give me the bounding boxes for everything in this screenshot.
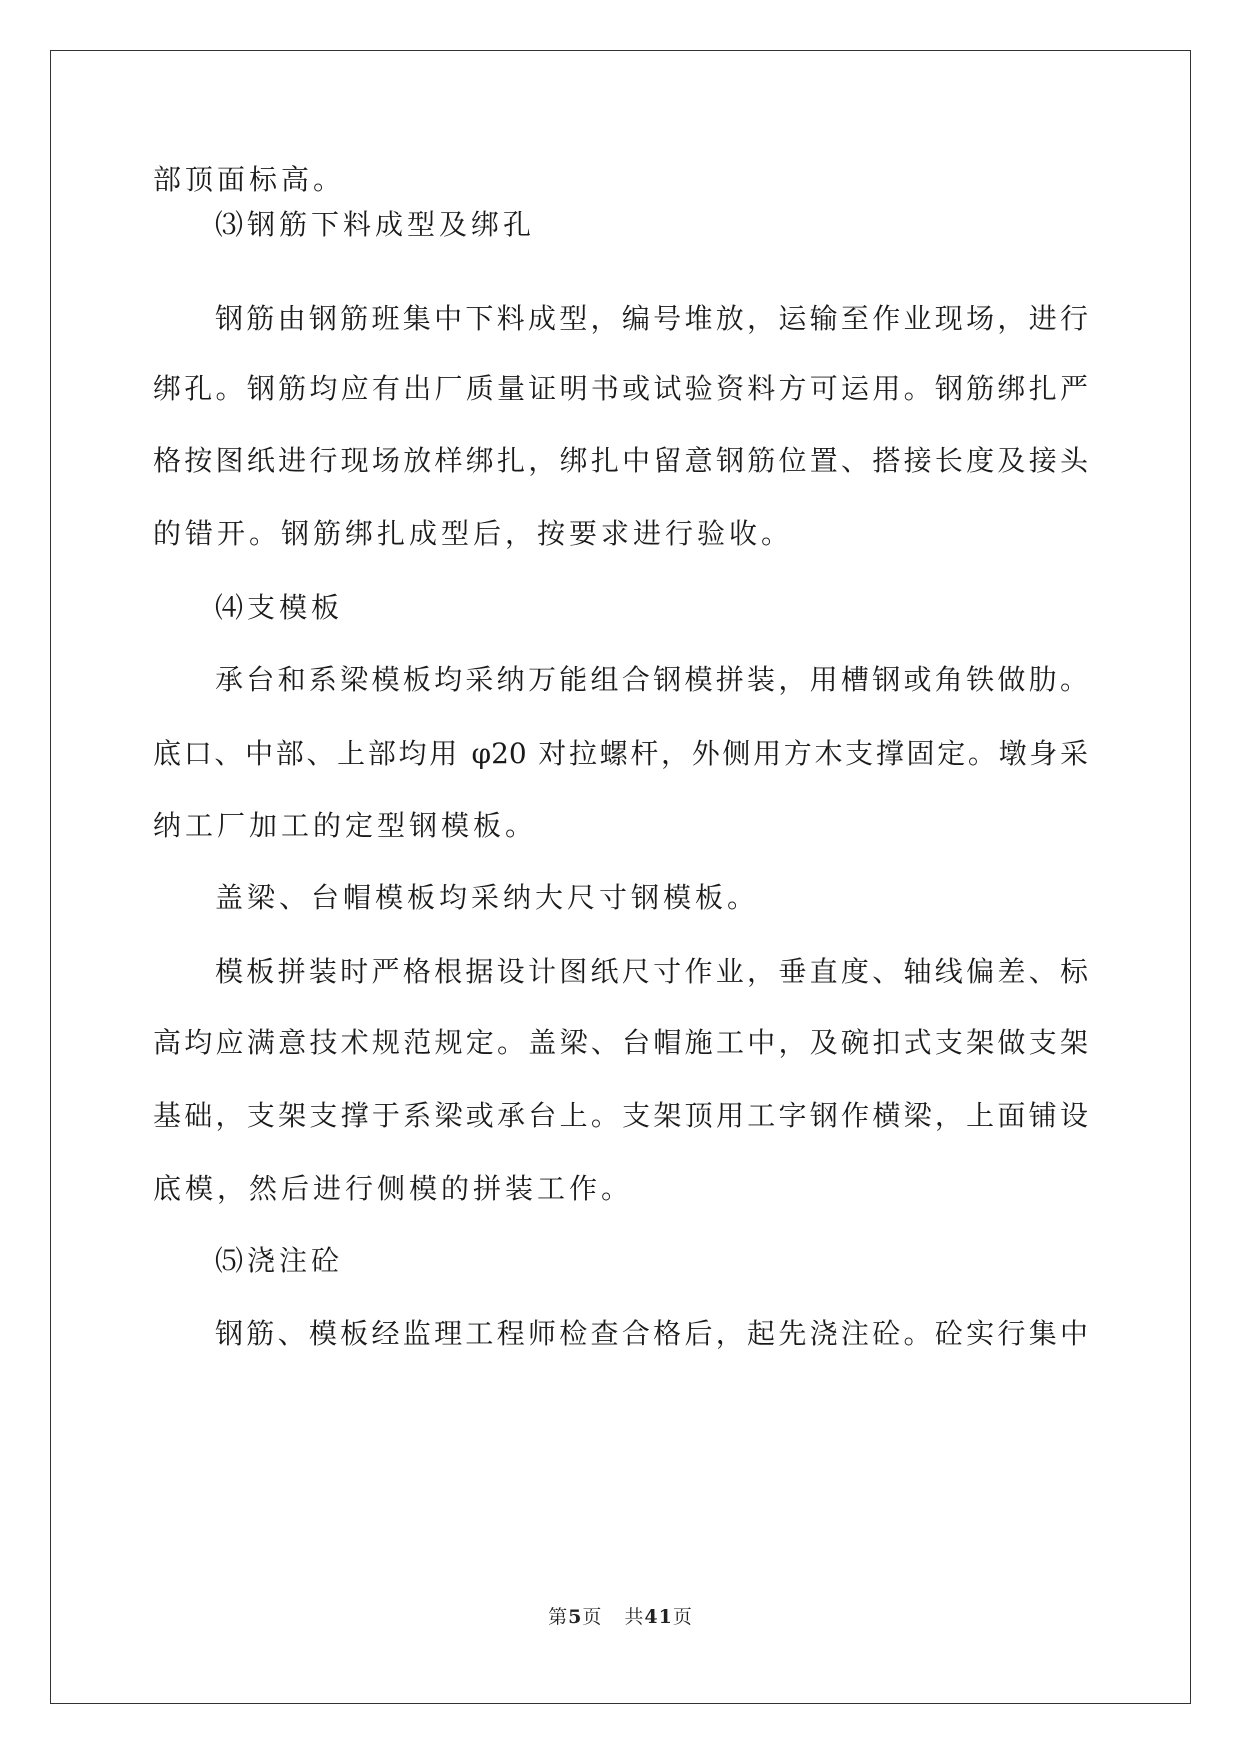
footer-page-suffix: 页 [582,1606,603,1628]
text-line: 底口、中部、上部均用 φ20 对拉螺杆，外侧用方木支撑固定。墩身采 [153,737,1088,770]
footer-total-prefix: 共 [624,1606,645,1628]
text-line: 格按图纸进行现场放样绑扎，绑扎中留意钢筋位置、搭接长度及接头 [153,444,1088,477]
page-footer [0,1602,1241,1629]
section-heading: ⑷支模板 [215,591,344,624]
text-line: 基础，支架支撑于系梁或承台上。支架顶用工字钢作横梁，上面铺设 [153,1099,1088,1132]
text-line: 承台和系梁模板均采纳万能组合钢模拼装，用槽钢或角铁做肋。 [215,663,1088,696]
text-line: 钢筋、模板经监理工程师检查合格后，起先浇注砼。砼实行集中 [215,1317,1088,1350]
text-line: 纳工厂加工的定型钢模板。 [153,809,538,842]
total-pages-number: 41 [644,1606,673,1628]
section-heading: ⑸浇注砼 [215,1244,344,1277]
text-line: 底模，然后进行侧模的拼装工作。 [153,1172,634,1205]
footer-total-suffix: 页 [672,1606,693,1628]
text-line: 盖梁、台帽模板均采纳大尺寸钢模板。 [215,881,760,914]
text-line: 高均应满意技术规范规定。盖梁、台帽施工中，及碗扣式支架做支架 [153,1026,1088,1059]
text-line: 部顶面标高。 [153,163,346,196]
text-line: 绑孔。钢筋均应有出厂质量证明书或试验资料方可运用。钢筋绑扎严 [153,372,1088,405]
text-line: 的错开。钢筋绑扎成型后，按要求进行验收。 [153,517,794,550]
section-heading: ⑶钢筋下料成型及绑孔 [215,208,536,241]
footer-prefix: 第 [548,1606,569,1628]
text-line: 模板拼装时严格根据设计图纸尺寸作业，垂直度、轴线偏差、标 [215,955,1088,988]
current-page-number: 5 [568,1606,583,1628]
text-line: 钢筋由钢筋班集中下料成型，编号堆放，运输至作业现场，进行 [215,302,1088,335]
